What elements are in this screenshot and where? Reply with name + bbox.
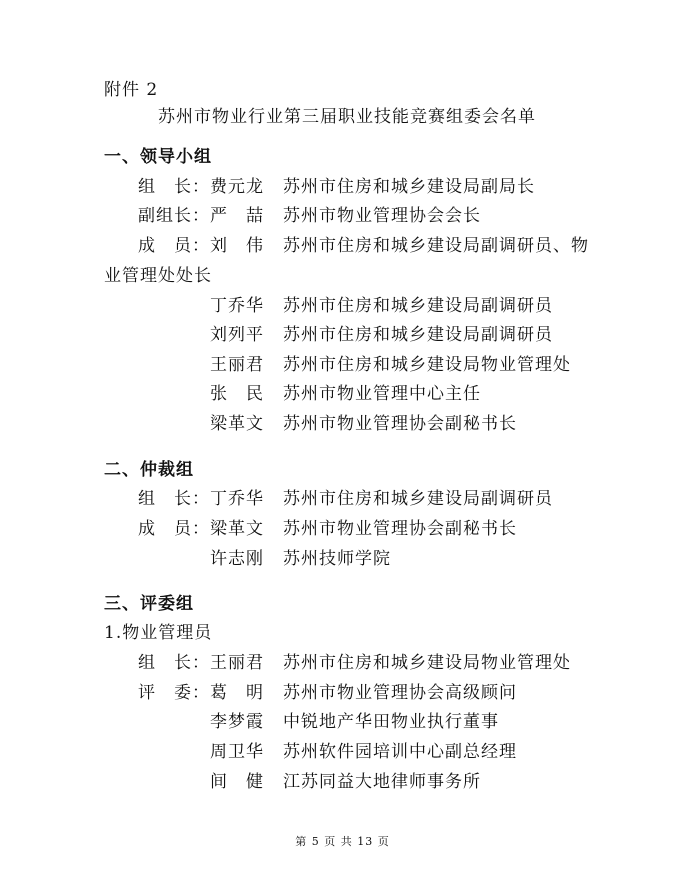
member-name: 丁乔华 xyxy=(210,296,264,316)
subsection-heading: 1.物业管理员 xyxy=(104,623,213,643)
member-position: 苏州市住房和城乡建设局副调研员 xyxy=(283,325,553,345)
member-position: 苏州市物业管理协会副秘书长 xyxy=(283,414,517,434)
member-position: 苏州市住房和城乡建设局副局长 xyxy=(283,177,535,197)
role-label: 副组长： xyxy=(138,206,210,226)
member-position: 苏州市物业管理协会会长 xyxy=(283,206,481,226)
member-position: 苏州市物业管理协会高级顾问 xyxy=(283,683,517,703)
member-name: 刘 伟 xyxy=(210,236,264,256)
role-label: 组 长： xyxy=(138,489,210,509)
role-label: 组 长： xyxy=(138,653,210,673)
section-heading-leadership: 一、领导小组 xyxy=(104,147,212,167)
member-position: 苏州市住房和城乡建设局副调研员、物 xyxy=(283,236,589,256)
member-position: 中锐地产华田物业执行董事 xyxy=(283,712,499,732)
member-position: 苏州市住房和城乡建设局物业管理处 xyxy=(283,355,571,375)
member-position: 苏州市住房和城乡建设局副调研员 xyxy=(283,489,553,509)
member-name: 刘列平 xyxy=(210,325,264,345)
member-position: 苏州市物业管理中心主任 xyxy=(283,384,481,404)
member-name: 王丽君 xyxy=(210,653,264,673)
member-name: 许志刚 xyxy=(210,549,264,569)
role-label: 成 员： xyxy=(138,519,210,539)
member-position: 苏州软件园培训中心副总经理 xyxy=(283,742,517,762)
annex-label: 附件 2 xyxy=(104,80,159,100)
member-position: 江苏同益大地律师事务所 xyxy=(283,772,481,792)
member-name: 梁革文 xyxy=(210,519,264,539)
member-name: 张 民 xyxy=(210,384,264,404)
member-position: 苏州市物业管理协会副秘书长 xyxy=(283,519,517,539)
member-name: 李梦霞 xyxy=(210,712,264,732)
member-position: 苏州市住房和城乡建设局副调研员 xyxy=(283,296,553,316)
member-name: 费元龙 xyxy=(210,177,264,197)
page-number-footer: 第 5 页 共 13 页 xyxy=(295,835,390,848)
member-name: 周卫华 xyxy=(210,742,264,762)
role-label: 评 委： xyxy=(138,683,210,703)
member-position-continued: 业管理处处长 xyxy=(104,266,212,286)
section-heading-judges: 三、评委组 xyxy=(104,594,194,614)
member-position: 苏州市住房和城乡建设局物业管理处 xyxy=(283,653,571,673)
member-name: 梁革文 xyxy=(210,414,264,434)
document-title: 苏州市物业行业第三届职业技能竞赛组委会名单 xyxy=(158,107,536,127)
member-name: 丁乔华 xyxy=(210,489,264,509)
member-position: 苏州技师学院 xyxy=(283,549,391,569)
member-name: 间 健 xyxy=(210,772,264,792)
role-label: 组 长： xyxy=(138,177,210,197)
member-name: 葛 明 xyxy=(210,683,264,703)
member-name: 严 喆 xyxy=(210,206,264,226)
member-name: 王丽君 xyxy=(210,355,264,375)
role-label: 成 员： xyxy=(138,236,210,256)
section-heading-arbitration: 二、仲裁组 xyxy=(104,460,194,480)
